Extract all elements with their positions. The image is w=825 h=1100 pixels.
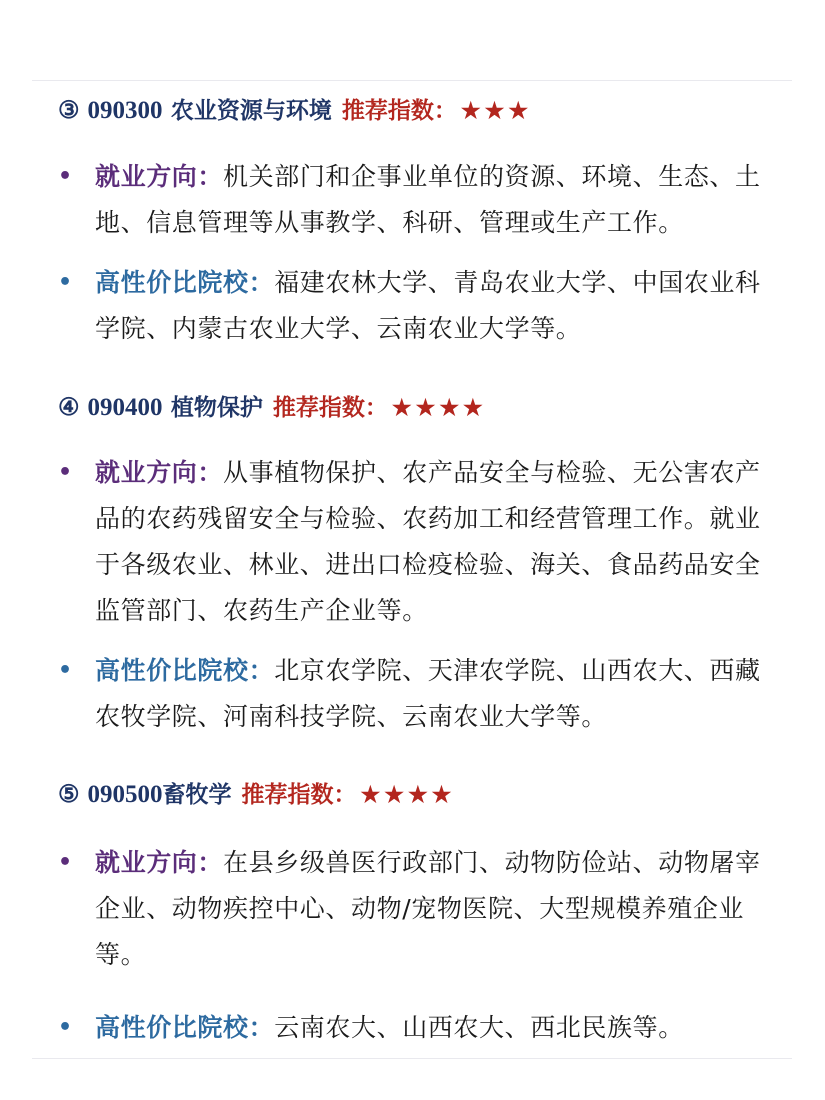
section-heading-090400: [58, 391, 487, 424]
major-name: 畜牧学: [162, 782, 232, 808]
schools-text: 云南农大、山西农大、西北民族等。: [274, 1013, 684, 1042]
bullet-dot: •: [58, 460, 73, 485]
section-heading-090500: [58, 778, 455, 811]
rating-stars: ★★★: [460, 98, 533, 124]
rating-stars: ★★★★: [391, 395, 487, 421]
schools-label: 高性价比院校：: [95, 268, 275, 297]
recommend-label: 推荐指数：: [341, 98, 457, 124]
schools-bullet: [58, 1005, 778, 1051]
section-heading-090300: [58, 94, 532, 127]
employment-label: 就业方向：: [95, 458, 224, 487]
schools-bullet: [58, 648, 778, 740]
schools-label: 高性价比院校：: [95, 656, 275, 685]
employment-bullet: [58, 450, 778, 634]
employment-text: 在县乡级兽医行政部门、动物防俭站、动物屠宰企业、动物疾控中心、动物/宠物医院、大型规模养殖企业等。: [95, 848, 761, 969]
major-code: 090400: [87, 394, 163, 421]
schools-label: 高性价比院校：: [95, 1013, 275, 1042]
rating-stars: ★★★★: [360, 782, 456, 808]
section-number: ⑤: [58, 779, 80, 808]
schools-text: 北京农学院、天津农学院、山西农大、西藏农牧学院、河南科技学院、云南农业大学等。: [95, 656, 761, 731]
recommend-label: 推荐指数：: [272, 395, 388, 421]
bullet-dot: •: [58, 658, 73, 683]
employment-bullet: [58, 840, 778, 978]
major-name: 农业资源与环境: [170, 98, 332, 124]
employment-text: 从事植物保护、农产品安全与检验、无公害农产品的农药残留安全与检验、农药加工和经营管理工作。就业于各级农业、林业、进出口检疫检验、海关、食品药品安全监管部门、农药生产企业等。: [95, 458, 761, 625]
employment-bullet: [58, 154, 778, 246]
bullet-dot: •: [58, 850, 73, 875]
bullet-dot: •: [58, 164, 73, 189]
schools-text: 福建农林大学、青岛农业大学、中国农业科学院、内蒙古农业大学、云南农业大学等。: [95, 268, 761, 343]
major-code: 090500: [87, 781, 163, 808]
major-name: 植物保护: [170, 395, 263, 421]
section-number: ④: [58, 392, 80, 421]
top-divider: [32, 80, 792, 81]
bullet-dot: •: [58, 1015, 73, 1040]
bullet-dot: •: [58, 270, 73, 295]
recommend-label: 推荐指数：: [241, 782, 357, 808]
section-number: ③: [58, 95, 80, 124]
schools-bullet: [58, 260, 778, 352]
major-code: 090300: [87, 97, 163, 124]
employment-label: 就业方向：: [95, 848, 224, 877]
bottom-divider: [32, 1058, 792, 1059]
employment-label: 就业方向：: [95, 162, 224, 191]
employment-text: 机关部门和企事业单位的资源、环境、生态、土地、信息管理等从事教学、科研、管理或生产工作。: [95, 162, 761, 237]
